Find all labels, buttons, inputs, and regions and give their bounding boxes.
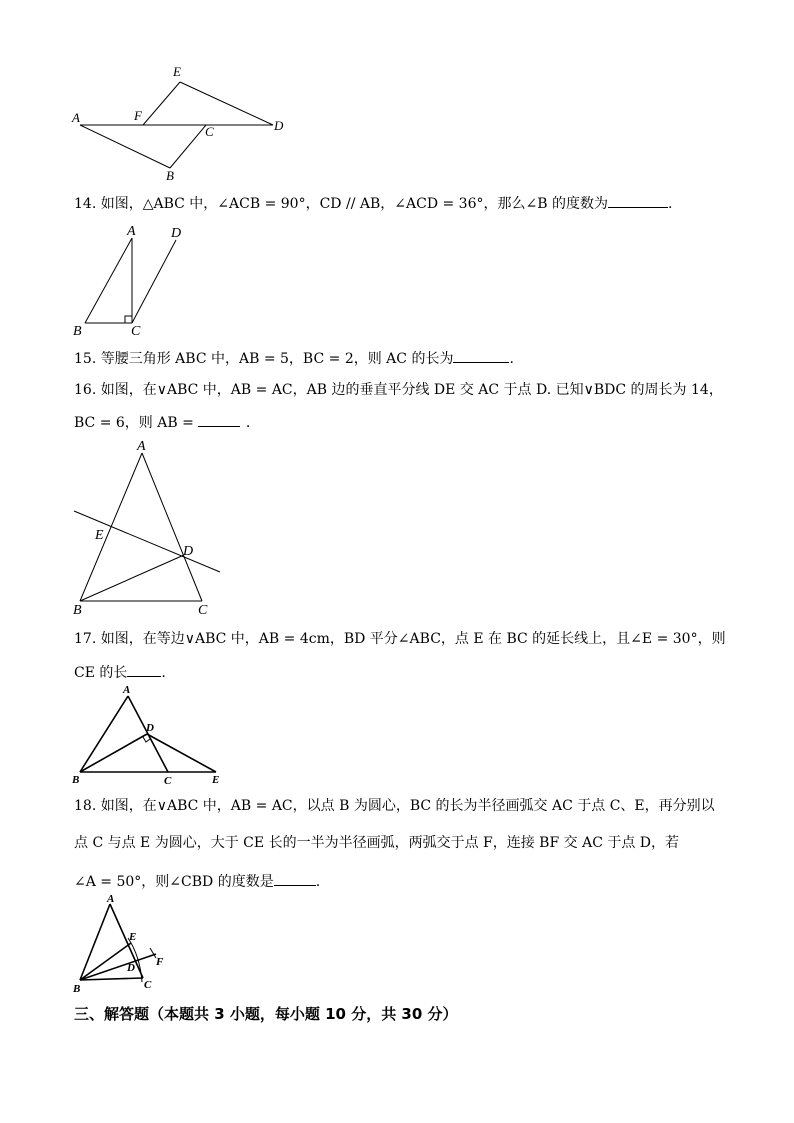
line-bf — [80, 954, 156, 980]
label-d: D — [146, 722, 154, 734]
figure-17 — [70, 684, 230, 788]
figure-18-diagram — [70, 892, 180, 996]
label-e: E — [212, 774, 220, 786]
label-a: A — [127, 224, 136, 239]
question-text-line1: 如图，在∨ABC 中，AB = AC，AB 边的垂直平分线 DE 交 AC 于点 D. 已知∨BDC 的周长为 14， — [100, 382, 723, 398]
figure-14 — [70, 222, 200, 340]
figure-14-diagram — [70, 222, 200, 340]
figure-13 — [70, 62, 300, 182]
figure-13-diagram — [70, 62, 300, 182]
line-ac — [142, 453, 202, 601]
question-16-line2: BC = 6，则 AB = . — [74, 412, 250, 432]
right-angle-mark — [125, 316, 132, 323]
label-b: B — [73, 603, 82, 618]
label-e: E — [129, 931, 137, 943]
right-angle-mark — [143, 737, 150, 742]
line-bc — [80, 978, 143, 980]
line-cd — [132, 240, 176, 323]
question-16 — [74, 381, 723, 399]
label-d: D — [183, 544, 194, 559]
section-heading-3: 三、解答题（本题共 3 小题，每小题 10 分，共 30 分） — [74, 1005, 458, 1023]
line-ab — [80, 696, 128, 772]
answer-blank[interactable] — [274, 871, 316, 886]
line-bd — [80, 734, 147, 772]
question-17-line2: CE 的长 . — [74, 662, 166, 682]
question-text-line1: 如图，在等边∨ABC 中，AB = 4cm，BD 平分∠ABC，点 E 在 BC 的延长线上，且∠E = 30°，则 — [100, 631, 726, 647]
question-18-line2 — [74, 834, 679, 852]
question-text: 等腰三角形 ABC 中，AB = 5，BC = 2，则 AC 的长为 — [100, 351, 454, 367]
question-text-line2: 点 C 与点 E 为圆心，大于 CE 长的一半为半径画弧，两弧交于点 F，连接 BF 交 AC 于点 D，若 — [74, 835, 680, 851]
label-a: A — [123, 684, 131, 696]
label-d: D — [127, 962, 135, 974]
label-c: C — [144, 979, 152, 991]
label-e: E — [95, 528, 104, 543]
figure-18 — [70, 892, 180, 996]
question-text: 如图，△ABC 中，∠ACB = 90°，CD // AB，∠ACD = 36°，那么∠B 的度数为 — [100, 196, 608, 212]
line-bc — [170, 125, 206, 168]
label-d: D — [171, 226, 182, 241]
label-b: B — [166, 168, 174, 183]
answer-blank[interactable] — [608, 193, 668, 208]
question-text-line2: BC = 6，则 AB = — [74, 415, 194, 431]
question-number: 17. — [74, 631, 97, 647]
answer-blank[interactable] — [453, 348, 509, 363]
question-text-line2: CE 的长 — [74, 665, 128, 681]
line-ef — [143, 82, 180, 125]
label-b: B — [73, 324, 82, 339]
label-a: A — [107, 893, 115, 905]
label-e: E — [173, 64, 181, 79]
line-bd — [80, 555, 184, 601]
label-d: D — [274, 118, 284, 133]
line-ab — [80, 125, 170, 168]
label-f: F — [134, 108, 142, 123]
label-a: A — [137, 439, 146, 454]
question-number: 14. — [74, 196, 97, 212]
line-ed — [180, 82, 273, 125]
label-c: C — [164, 775, 172, 787]
question-number: 16. — [74, 382, 97, 398]
question-18-line3: ∠A = 50°，则∠CBD 的度数是 . — [74, 871, 320, 891]
answer-blank[interactable] — [198, 412, 240, 427]
label-a: A — [72, 110, 80, 125]
label-c: C — [131, 324, 141, 339]
question-text-line1: 如图，在∨ABC 中，AB = AC，以点 B 为圆心，BC 的长为半径画弧交 AC 于点 C、E，再分别以 — [100, 798, 715, 814]
question-text-line3: ∠A = 50°，则∠CBD 的度数是 — [74, 874, 274, 890]
label-b: B — [72, 774, 80, 786]
question-17 — [74, 630, 726, 648]
label-f: F — [156, 956, 164, 968]
question-14: 14. 如图，△ABC 中，∠ACB = 90°，CD // AB，∠ACD = 36°，那么∠B 的度数为 . — [74, 193, 672, 213]
figure-16-diagram — [70, 438, 230, 620]
label-c: C — [205, 124, 214, 139]
question-number: 18. — [74, 798, 97, 814]
question-number: 15. — [74, 351, 97, 367]
label-c: C — [198, 603, 208, 618]
label-b: B — [73, 983, 81, 995]
question-18 — [74, 797, 715, 815]
line-ab — [85, 238, 132, 323]
answer-blank[interactable] — [127, 662, 161, 677]
figure-16 — [70, 438, 230, 620]
figure-17-diagram — [70, 684, 230, 788]
question-15: 15. 等腰三角形 ABC 中，AB = 5，BC = 2，则 AC 的长为 . — [74, 348, 514, 368]
